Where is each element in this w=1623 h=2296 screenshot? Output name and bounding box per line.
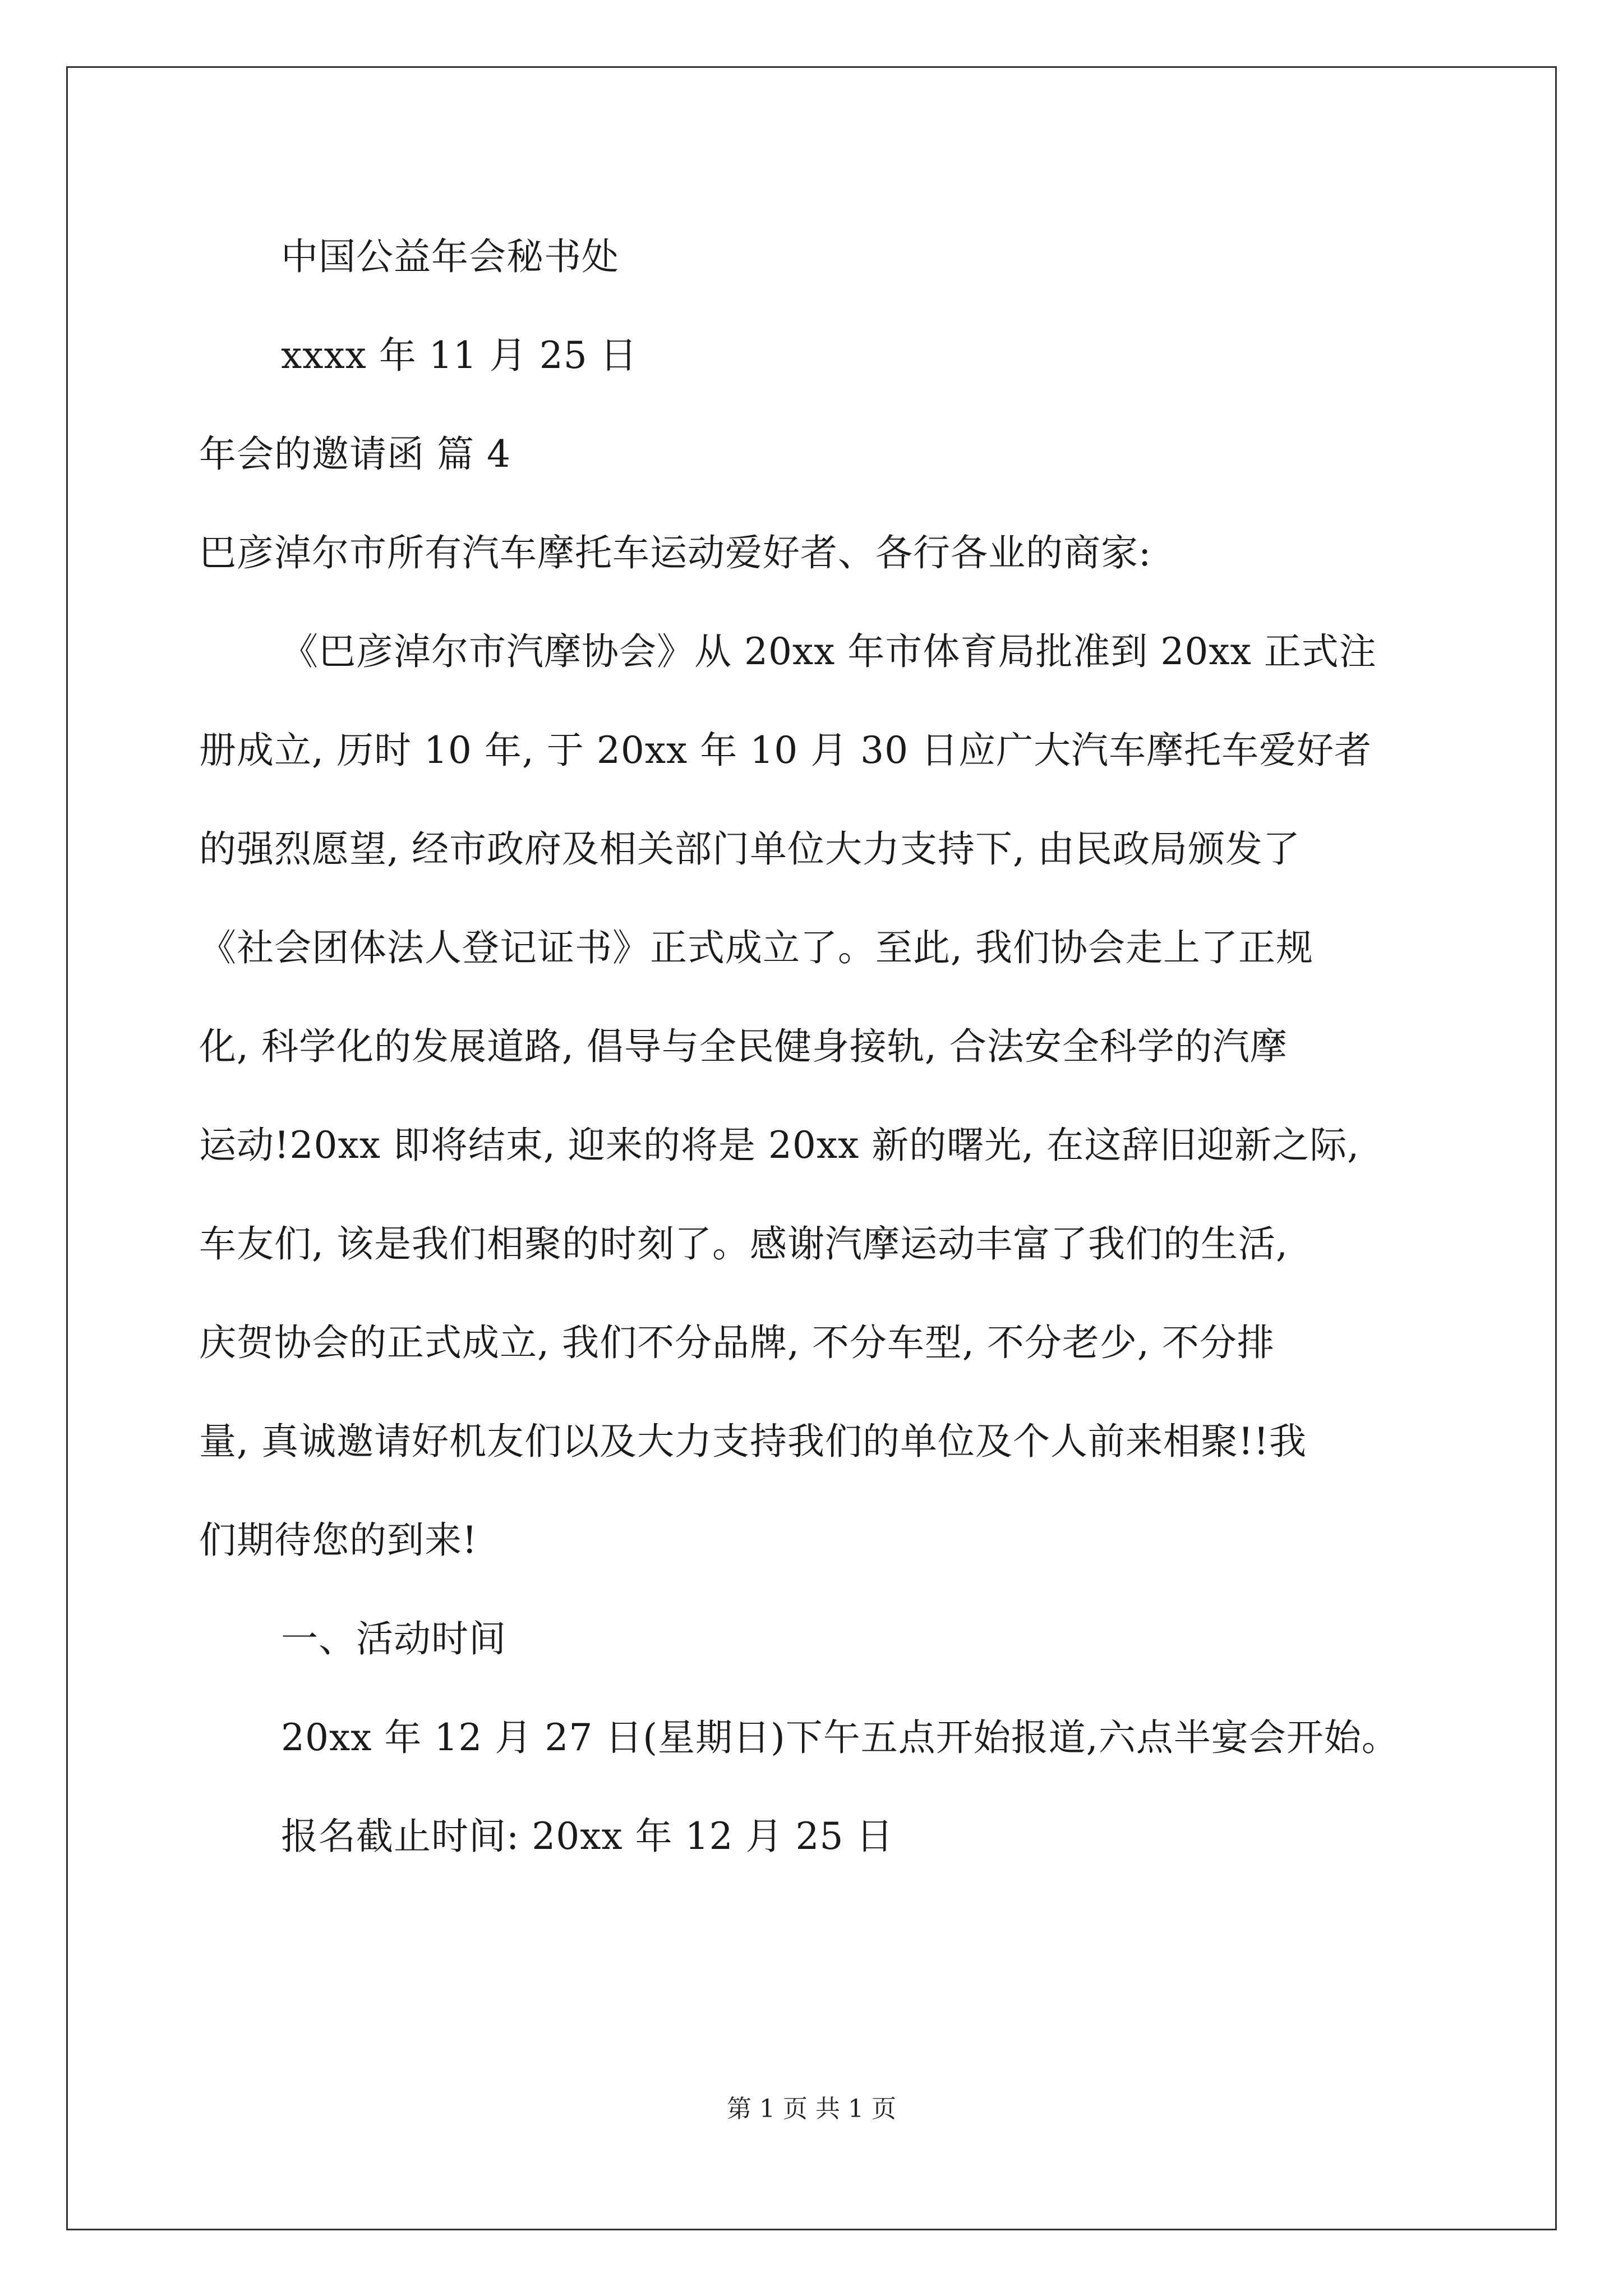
body-line: 庆贺协会的正式成立, 我们不分品牌, 不分车型, 不分老少, 不分排 bbox=[199, 1321, 1275, 1364]
body-paragraph bbox=[199, 602, 1433, 1590]
registration-deadline: 报名截止时间: 20xx 年 12 月 25 日 bbox=[281, 1815, 894, 1858]
body-line: 运动!20xx 即将结束, 迎来的将是 20xx 新的曙光, 在这辞旧迎新之际, bbox=[199, 1124, 1360, 1167]
body-line: 化, 科学化的发展道路, 倡导与全民健身接轨, 合法安全科学的汽摩 bbox=[199, 1025, 1288, 1068]
document-body bbox=[199, 208, 1433, 1886]
page-footer: 第 1 页 共 1 页 bbox=[727, 2095, 896, 2123]
event-time: 20xx 年 12 月 27 日(星期日)下午五点开始报道,六点半宴会开始。 bbox=[281, 1716, 1399, 1759]
body-line: 《巴彦淖尔市汽摩协会》从 20xx 年市体育局批准到 20xx 正式注 bbox=[281, 630, 1377, 673]
body-line: 《社会团体法人登记证书》正式成立了。至此, 我们协会走上了正规 bbox=[199, 926, 1313, 969]
signature-date: xxxx 年 11 月 25 日 bbox=[281, 334, 638, 377]
section-heading: 年会的邀请函 篇 4 bbox=[199, 432, 511, 476]
signature-org: 中国公益年会秘书处 bbox=[281, 235, 619, 278]
body-line: 的强烈愿望, 经市政府及相关部门单位大力支持下, 由民政局颁发了 bbox=[199, 827, 1301, 871]
subheading-activity-time: 一、活动时间 bbox=[281, 1617, 506, 1660]
body-line: 们期待您的到来! bbox=[199, 1519, 478, 1562]
body-line: 量, 真诚邀请好机友们以及大力支持我们的单位及个人前来相聚!!我 bbox=[199, 1420, 1307, 1463]
body-line: 册成立, 历时 10 年, 于 20xx 年 10 月 30 日应广大汽车摩托车爱好者 bbox=[199, 729, 1372, 772]
salutation: 巴彦淖尔市所有汽车摩托车运动爱好者、各行各业的商家: bbox=[199, 531, 1152, 574]
body-line: 车友们, 该是我们相聚的时刻了。感谢汽摩运动丰富了我们的生活, bbox=[199, 1222, 1288, 1266]
